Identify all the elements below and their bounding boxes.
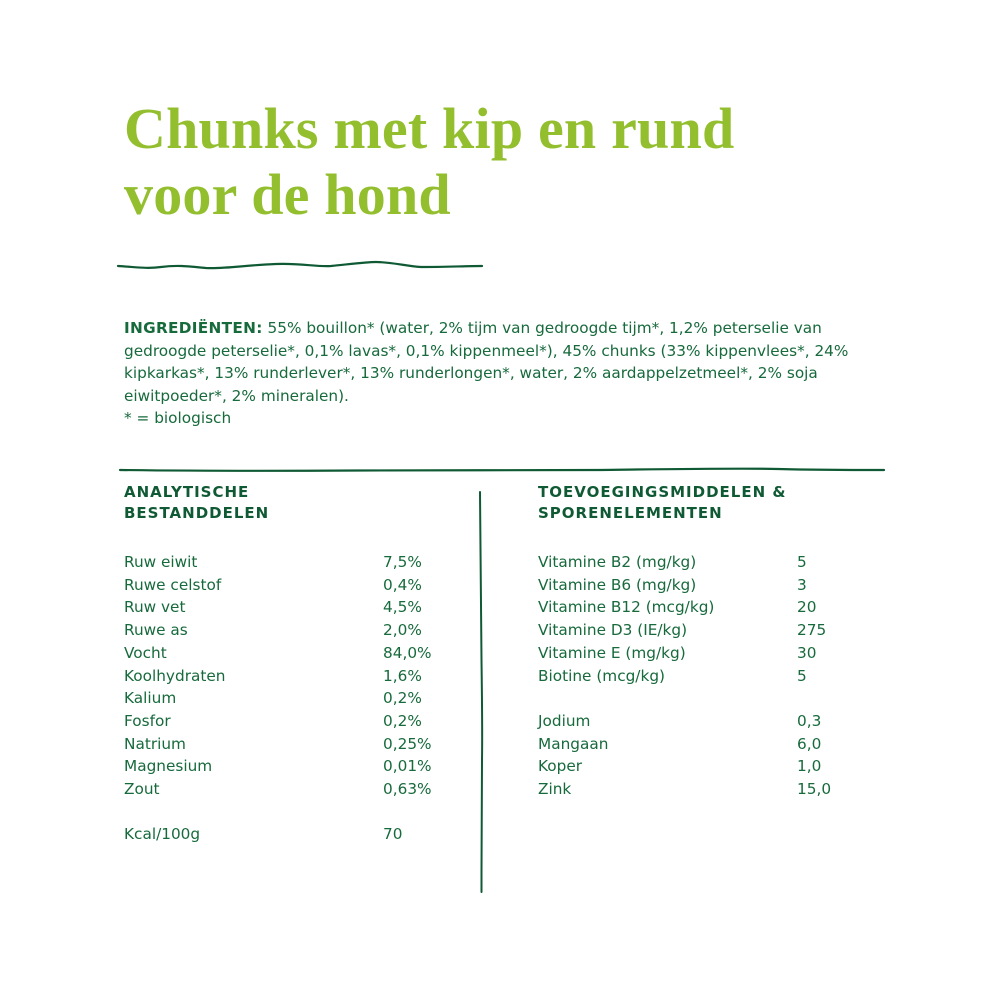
page-title [124, 96, 734, 228]
organic-footnote: * = biologisch [124, 409, 232, 427]
additives-table [538, 551, 868, 801]
energy-row: Kcal/100g 70 [124, 825, 403, 844]
table-row: Vitamine B2 (mg/kg) 5 [538, 553, 807, 571]
additives-section [538, 482, 868, 801]
table-row: Natrium 0,25% [124, 734, 432, 753]
table-row: Koper 1,0 [538, 757, 822, 776]
table-row: Kalium 0,2% [124, 689, 422, 708]
row-spacer [124, 801, 454, 824]
ingredients-block [124, 317, 894, 430]
table-row: Vitamine B6 (mg/kg) 3 [538, 575, 807, 594]
table-row: Ruw eiwit 7,5% [124, 553, 422, 571]
analytical-constituents-section [124, 482, 454, 846]
table-row: Vitamine E (mg/kg) 30 [538, 643, 817, 662]
column-divider-vertical [474, 490, 488, 894]
additives-heading: TOEVOEGINGSMIDDELEN & SPORENELEMENTEN [538, 483, 787, 522]
table-row: Zink 15,0 [538, 780, 832, 799]
table-row: Biotine (mcg/kg) 5 [538, 666, 807, 685]
row-spacer [538, 687, 868, 710]
title-underline-divider [116, 256, 486, 272]
table-row: Koolhydraten 1,6% [124, 666, 422, 685]
table-row: Vocht 84,0% [124, 643, 432, 662]
analytical-table [124, 551, 454, 846]
title-line-2: voor de hond [124, 162, 451, 227]
table-row: Magnesium 0,01% [124, 757, 432, 776]
table-row: Ruwe as 2,0% [124, 621, 422, 640]
table-row: Vitamine D3 (IE/kg) 275 [538, 621, 827, 640]
table-row: Zout 0,63% [124, 780, 432, 799]
section-divider-horizontal [118, 464, 886, 476]
table-row: Ruwe celstof 0,4% [124, 575, 422, 594]
title-line-1: Chunks met kip en rund [124, 96, 735, 161]
table-row: Fosfor 0,2% [124, 711, 422, 730]
table-row: Jodium 0,3 [538, 711, 822, 730]
analytical-constituents-heading: ANALYTISCHE BESTANDDELEN [124, 483, 270, 522]
table-row: Vitamine B12 (mcg/kg) 20 [538, 598, 817, 617]
ingredients-label: INGREDIËNTEN: [124, 319, 263, 337]
table-row: Mangaan 6,0 [538, 734, 822, 753]
ingredients-text: 55% bouillon* (water, 2% tijm van gedroogde tijm*, 1,2% peterselie van gedroogde peterselie*, 0,1% lavas*, 0,1% kippenmeel*), 45% chunks (33% kippenvlees*, 24% kipkarkas*, 13% runderlever*, 13% runderlongen*, water, 2% aardappelzetmeel*, 2% soja eiwitpoeder*, 2% mineralen). [124, 319, 849, 405]
table-row: Ruw vet 4,5% [124, 598, 422, 617]
